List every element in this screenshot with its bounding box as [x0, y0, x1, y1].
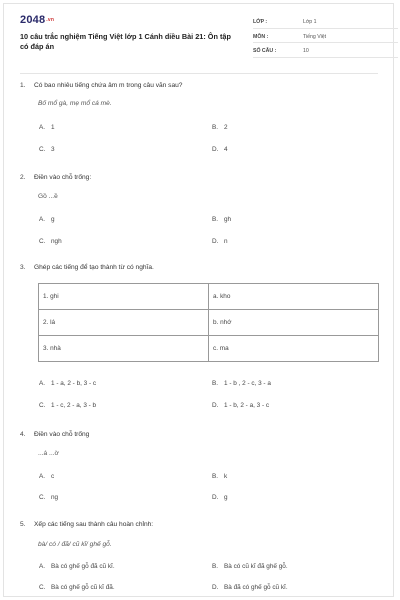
question-prompt: ...á ...ờ: [38, 450, 59, 457]
option-d[interactable]: D. g: [212, 494, 228, 501]
table-cell: 2. lá: [39, 310, 209, 336]
meta-row-count: SỐ CÂU : 10: [253, 43, 398, 58]
question-text: Xếp các tiếng sau thành câu hoàn chỉnh:: [34, 521, 154, 528]
question-text: Điền vào chỗ trống: [34, 431, 90, 438]
table-row: [39, 336, 379, 362]
header: [20, 14, 380, 66]
table-cell: 3. nhà: [39, 336, 209, 362]
question-text: Có bao nhiêu tiếng chứa âm m trong câu văn sau?: [34, 82, 183, 89]
option-c[interactable]: C. ng: [39, 494, 59, 501]
question-prompt: bà/ có / đã/ cũ kĩ/ ghế gỗ.: [38, 541, 112, 548]
question-text: Ghép các tiếng để tạo thành từ có nghĩa.: [34, 264, 154, 271]
option-b[interactable]: B. 1 - b , 2 - c, 3 - a: [212, 380, 271, 387]
option-b[interactable]: B. gh: [212, 216, 232, 223]
option-b[interactable]: B. 2: [212, 124, 228, 131]
meta-row-class: LỚP : Lớp 1: [253, 14, 398, 29]
question-prompt: Bố mổ gà, mẹ mổ cá mè.: [38, 100, 112, 107]
header-divider: [20, 73, 378, 74]
option-b[interactable]: B. k: [212, 473, 228, 480]
option-a[interactable]: A. g: [39, 216, 55, 223]
option-d[interactable]: D. Bà đã có ghế gỗ cũ kĩ.: [212, 584, 288, 591]
question-prompt: Gồ ...ề: [38, 193, 58, 200]
option-a[interactable]: A. Bà có ghế gỗ đã cũ kĩ.: [39, 563, 115, 570]
table-row: [39, 284, 379, 310]
option-a[interactable]: A. 1: [39, 124, 55, 131]
option-b[interactable]: B. Bà có cũ kĩ đã ghế gỗ.: [212, 563, 288, 570]
option-d[interactable]: D. 1 - b, 2 - a, 3 - c: [212, 402, 270, 409]
question-text: Điền vào chỗ trống:: [34, 174, 92, 181]
option-c[interactable]: C. ngh: [39, 238, 62, 245]
table-row: [39, 310, 379, 336]
table-cell: c. ma: [209, 336, 379, 362]
table-cell: b. nhớ: [209, 310, 379, 336]
option-d[interactable]: D. n: [212, 238, 228, 245]
meta-info: [253, 14, 398, 58]
option-c[interactable]: C. 1 - c, 2 - a, 3 - b: [39, 402, 97, 409]
option-d[interactable]: D. 4: [212, 146, 228, 153]
table-cell: a. kho: [209, 284, 379, 310]
option-a[interactable]: A. c: [39, 473, 55, 480]
option-c[interactable]: C. Bà có ghế gỗ cũ kĩ đã.: [39, 584, 115, 591]
meta-row-subject: MÔN : Tiếng Việt: [253, 29, 398, 44]
matching-table: [38, 283, 379, 362]
document-title: 10 câu trắc nghiệm Tiếng Việt lớp 1 Cánh diều Bài 21: Ôn tập có đáp án: [20, 32, 231, 51]
option-a[interactable]: A. 1 - a, 2 - b, 3 - c: [39, 380, 97, 387]
option-c[interactable]: C. 3: [39, 146, 55, 153]
site-logo[interactable]: 2048.vn: [20, 14, 55, 26]
table-cell: 1. ghi: [39, 284, 209, 310]
